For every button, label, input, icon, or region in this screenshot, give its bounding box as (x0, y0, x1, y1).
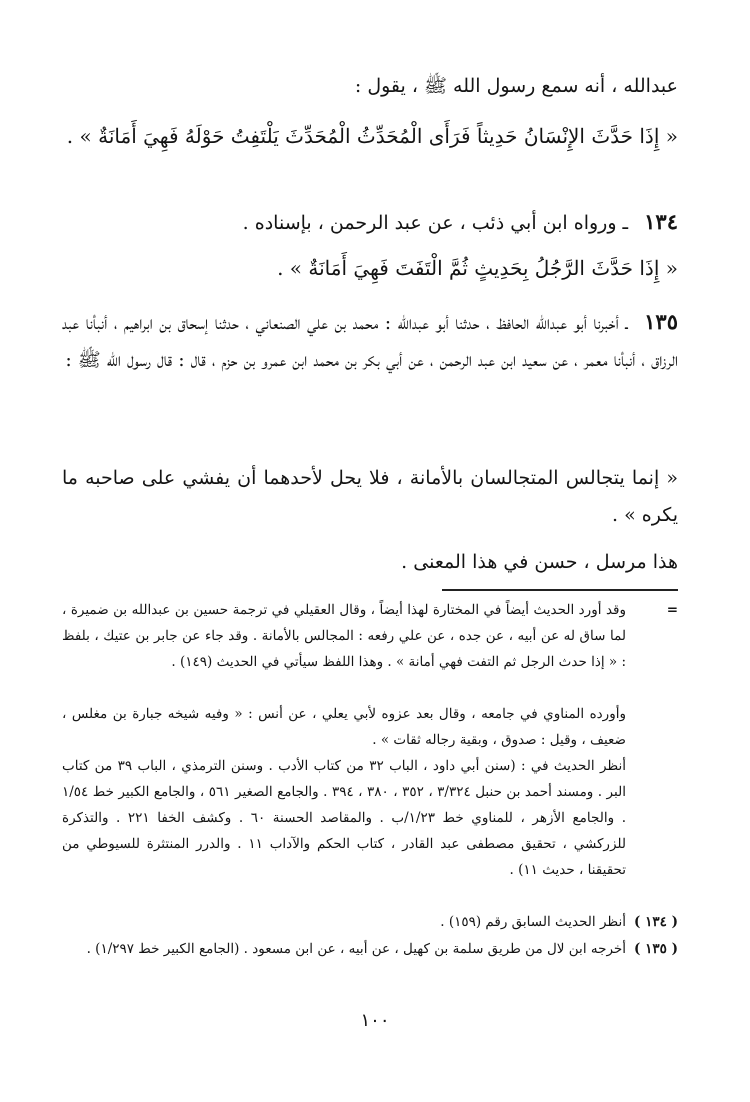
footnote-text-135: أخرجه ابن لال من طريق سلمة بن كهيل ، عن أبيه ، عن ابن مسعود . (الجامع الكبير خط ١/٢٩٧) . (86, 941, 626, 957)
hadith-quote-3: « إنما يتجالس المتجالسان بالأمانة ، فلا يحل لأحدهما أن يفشي على صاحبه ما يكره » . (62, 467, 678, 526)
footnote-continuation-marker: = (666, 602, 678, 618)
hadith-quote-1: « إِذَا حَدَّثَ الإِنْسَانُ حَدِيثاً فَرَأَى الْمُحَدِّثُ الْمُحَدِّثَ يَلْتَفِتُ حَوْلَهُ فَهِيَ أَمَانَةٌ » . (66, 124, 678, 148)
narration-134 (62, 203, 678, 242)
footnote-paragraph-1: وقد أورد الحديث أيضاً في المختارة لهذا أيضاً ، وقال العقيلي في ترجمة حسين بن عبدالله بن ضميرة ، لما ساق له عن أبيه ، عن جده ، عن علي رفعه : المجالس بالأمانة . وقد جاء عن جابر بن عتيك ، بلفظ : « إذا حدث الرجل ثم التفت فهي أمانة » . وهذا اللفظ سيأتي في الحديث (١٤٩) . (62, 602, 626, 670)
hadith-quote-2: « إِذَا حَدَّثَ الرَّجُلُ بِحَدِيثٍ ثُمَّ الْتَفَتَ فَهِيَ أَمَانَةٌ » . (277, 256, 678, 280)
intro-line: عبدالله ، أنه سمع رسول الله ﷺ ، يقول : (354, 75, 678, 97)
footnote-divider (442, 589, 678, 591)
footnote-134 (62, 909, 678, 935)
page-number: ١٠٠ (360, 1010, 390, 1031)
narration-number-134: ١٣٤ (644, 209, 678, 234)
footnote-paragraph-3: أنظر الحديث في : (سنن أبي داود ، الباب ٣٢ من كتاب الأدب . وسنن الترمذي ، الباب ٣٩ من كتاب البر . ومسند أحمد بن حنبل ٣/٣٢٤ ، ٣٥٢ ، ٣٨٠ ، ٣٩٤ . والجامع الصغير ٥٦١ ، والجامع الكبير خط ١/٥٤ . والجامع الأزهر ، للمناوي خط ١/٢٣/ب . والمقاصد الحسنة ٦٠ . وكشف الخفا ٢٢١ . والتذكرة للزركشي ، تحقيق مصطفى عبد القادر ، كتاب الحكم والآداب ١١ . والدرر المنتثرة للسيوطي من تحقيقنا ، حديث ١١) . (62, 758, 627, 878)
grading-line: هذا مرسل ، حسن في هذا المعنى . (401, 551, 678, 573)
footnote-number-134: ( ١٣٤ ) (634, 914, 678, 930)
footnote-continued (62, 597, 678, 675)
narration-135 (62, 303, 678, 379)
narration-text-135: ـ أخبرنا أبو عبدالله الحافظ ، حدثنا أبو عبدالله : محمد بن علي الصنعاني ، حدثنا إسحاق بن ابراهيم ، أنبأنا عبد الرزاق ، أنبأنا معمر ، عن سعيد ابن عبد الرحمن ، عن أبي بكر بن محمد ابن عمرو بن حزم ، قال : قال رسول الله ﷺ : (62, 312, 678, 371)
narration-number-135: ١٣٥ (644, 309, 678, 334)
footnote-paragraph-2: وأورده المناوي في جامعه ، وقال بعد عزوه لأبي يعلي ، عن أنس : « وفيه شيخه جبارة بن مغلس ، ضعيف ، وقيل : صدوق ، وبقية رجاله ثقات » . (62, 706, 626, 748)
footnote-text-134: أنظر الحديث السابق رقم (١٥٩) . (440, 914, 626, 930)
footnote-number-135: ( ١٣٥ ) (634, 941, 678, 957)
narration-text-134: ـ ورواه ابن أبي ذئب ، عن عبد الرحمن ، بإسناده . (242, 212, 629, 234)
footnote-135 (62, 936, 678, 962)
